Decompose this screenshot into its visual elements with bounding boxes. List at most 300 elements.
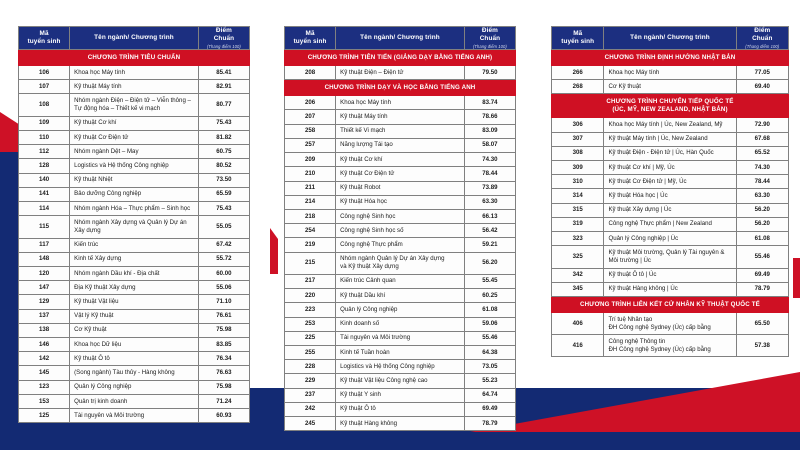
cell-benchmark-score: 57.38	[736, 335, 788, 357]
program-name-line1: Khoa học Máy tính	[608, 68, 660, 76]
cell-program-name	[70, 323, 199, 337]
program-name-line1: Công nghệ Thực phẩm	[340, 240, 403, 248]
cell-benchmark-score: 80.52	[198, 159, 249, 173]
section-banner-label: CHƯƠNG TRÌNH LIÊN KẾT CỬ NHÂN KỸ THUẬT QUỐC TẾ	[552, 297, 789, 313]
cell-program-name	[336, 181, 465, 195]
table-row	[19, 266, 250, 280]
cell-benchmark-score: 75.43	[198, 202, 249, 216]
cell-admission-code: 310	[552, 175, 604, 189]
header-cell-admission-code	[19, 27, 70, 50]
table-row	[19, 281, 250, 295]
program-name-line1: Kinh doanh số	[340, 320, 380, 328]
section-banner-row	[285, 80, 516, 96]
table-row	[19, 116, 250, 130]
table-row	[552, 132, 789, 146]
cell-program-name	[336, 331, 465, 345]
score-table	[551, 26, 789, 357]
cell-benchmark-score: 71.10	[198, 295, 249, 309]
cell-admission-code: 219	[285, 238, 336, 252]
program-name-line2: Tự động hóa – Thiết kế vi mạch	[74, 105, 161, 113]
program-name-line1: Địa Kỹ thuật Xây dựng	[74, 283, 136, 291]
cell-benchmark-score: 75.43	[198, 116, 249, 130]
cell-benchmark-score: 56.42	[464, 224, 515, 238]
cell-benchmark-score: 59.06	[464, 317, 515, 331]
program-name-line1: Nhóm ngành Dầu khí - Địa chất	[74, 269, 160, 277]
table-row	[285, 417, 516, 431]
cell-program-name	[336, 374, 465, 388]
table-row	[285, 360, 516, 374]
cell-benchmark-score: 80.77	[198, 94, 249, 116]
program-name-line1: Cơ Kỹ thuật	[608, 82, 641, 90]
program-name-line1: Công nghệ Sinh học	[340, 212, 396, 220]
program-name-line1: Kỹ thuật Robot	[340, 184, 381, 192]
cell-benchmark-score: 67.42	[198, 238, 249, 252]
program-name-line1: Kỹ thuật Hóa học	[340, 198, 387, 206]
cell-program-name	[336, 124, 465, 138]
cell-program-name	[70, 202, 199, 216]
table-row	[19, 173, 250, 187]
program-name-line1: Công nghệ Sinh học số	[340, 226, 404, 234]
cell-admission-code: 141	[19, 187, 70, 201]
cell-admission-code: 210	[285, 167, 336, 181]
cell-program-name	[70, 145, 199, 159]
program-name-line1: Kỹ thuật Cơ khí | Mỹ, Úc	[608, 163, 675, 171]
cell-program-name	[70, 281, 199, 295]
cell-benchmark-score: 79.50	[464, 66, 515, 80]
cell-admission-code: 258	[285, 124, 336, 138]
section-banner-row	[19, 50, 250, 66]
cell-benchmark-score: 76.63	[198, 366, 249, 380]
header-code-line1: Mã	[305, 30, 315, 38]
program-name-line1: Kiến trúc Cảnh quan	[340, 277, 396, 285]
cell-program-name	[70, 409, 199, 423]
cell-admission-code: 306	[552, 118, 604, 132]
cell-benchmark-score: 55.05	[198, 216, 249, 238]
table-row	[285, 289, 516, 303]
cell-benchmark-score: 71.24	[198, 394, 249, 408]
table-row	[285, 224, 516, 238]
cell-benchmark-score: 66.13	[464, 209, 515, 223]
cell-admission-code: 109	[19, 116, 70, 130]
cell-admission-code: 242	[285, 402, 336, 416]
table-row	[19, 252, 250, 266]
cell-program-name	[604, 161, 736, 175]
table-row	[285, 317, 516, 331]
cell-admission-code: 107	[19, 80, 70, 94]
header-score-line1: Điểm	[215, 27, 232, 34]
table-row	[285, 96, 516, 110]
table-row	[285, 138, 516, 152]
table-row	[19, 80, 250, 94]
cell-admission-code: 125	[19, 409, 70, 423]
cell-program-name	[70, 159, 199, 173]
cell-admission-code: 319	[552, 217, 604, 231]
cell-admission-code: 117	[19, 238, 70, 252]
cell-program-name	[70, 187, 199, 201]
cell-admission-code: 218	[285, 209, 336, 223]
table-row	[285, 402, 516, 416]
table-row	[19, 352, 250, 366]
program-name-line1: Logistics và Hệ thống Công nghiệp	[340, 362, 435, 370]
cell-benchmark-score: 55.06	[198, 281, 249, 295]
section-banner-label: CHƯƠNG TRÌNH DẠY VÀ HỌC BẰNG TIẾNG ANH	[285, 80, 516, 96]
cell-program-name	[604, 312, 736, 334]
cell-admission-code: 115	[19, 216, 70, 238]
cell-admission-code: 416	[552, 335, 604, 357]
cell-program-name	[336, 66, 465, 80]
cell-benchmark-score: 67.68	[736, 132, 788, 146]
cell-program-name	[336, 289, 465, 303]
header-score-scale-note: (Thang điểm 100)	[206, 44, 241, 49]
program-name-line1: Kỹ thuật Cơ Điện tử | Mỹ, Úc	[608, 177, 687, 185]
cell-program-name	[336, 360, 465, 374]
program-name-line1: Kỹ thuật Điện – Điện tử	[340, 68, 404, 76]
table-row	[552, 80, 789, 94]
table-row	[19, 238, 250, 252]
program-name-line1: Kỹ thuật Ô tô	[340, 405, 376, 413]
program-name-line1: Kỹ thuật Môi trường, Quản lý Tài nguyên &	[608, 248, 725, 256]
cell-benchmark-score: 63.30	[736, 189, 788, 203]
table-row	[285, 66, 516, 80]
score-table	[284, 26, 516, 431]
cell-admission-code: 254	[285, 224, 336, 238]
cell-benchmark-score: 55.72	[198, 252, 249, 266]
table-row	[19, 159, 250, 173]
header-cell-benchmark-score	[198, 27, 249, 50]
cell-admission-code: 406	[552, 312, 604, 334]
cell-program-name	[336, 153, 465, 167]
cell-benchmark-score: 73.05	[464, 360, 515, 374]
cell-benchmark-score: 76.34	[198, 352, 249, 366]
program-name-line1: Kỹ thuật Y sinh	[340, 391, 381, 399]
program-name-line1: Kỹ thuật Vật liệu Công nghệ cao	[340, 376, 428, 384]
table-row	[285, 388, 516, 402]
cell-admission-code: 308	[552, 146, 604, 160]
cell-admission-code: 110	[19, 130, 70, 144]
section-banner-line1: CHƯƠNG TRÌNH CHUYỂN TIẾP QUỐC TẾ	[606, 97, 734, 105]
cell-benchmark-score: 61.08	[736, 232, 788, 246]
cell-program-name	[70, 366, 199, 380]
table-header-row	[19, 27, 250, 50]
cell-program-name	[336, 238, 465, 252]
table-row	[552, 246, 789, 268]
cell-program-name	[604, 175, 736, 189]
table-row	[19, 380, 250, 394]
cell-program-name	[70, 238, 199, 252]
program-name-line1: Kỹ thuật Ô tô | Úc	[608, 271, 657, 279]
cell-benchmark-score: 65.50	[736, 312, 788, 334]
cell-admission-code: 229	[285, 374, 336, 388]
program-name-line1: Khoa học Máy tính | Úc, New Zealand, Mỹ	[608, 120, 723, 128]
cell-benchmark-score: 73.50	[198, 173, 249, 187]
program-name-line1: Kỹ thuật Vật liệu	[74, 297, 119, 305]
cell-benchmark-score: 78.79	[464, 417, 515, 431]
table-row	[285, 331, 516, 345]
cell-admission-code: 307	[552, 132, 604, 146]
cell-admission-code: 323	[552, 232, 604, 246]
cell-admission-code: 211	[285, 181, 336, 195]
cell-admission-code: 223	[285, 303, 336, 317]
cell-benchmark-score: 74.30	[736, 161, 788, 175]
cell-program-name	[70, 309, 199, 323]
cell-admission-code: 309	[552, 161, 604, 175]
program-name-line1: Kỹ thuật Máy tính	[340, 113, 388, 121]
cell-benchmark-score: 58.07	[464, 138, 515, 152]
cell-program-name	[336, 345, 465, 359]
table-row	[19, 338, 250, 352]
table-row	[552, 268, 789, 282]
header-cell-program-name: Tên ngành/ Chương trình	[336, 27, 465, 50]
header-cell-benchmark-score	[736, 27, 788, 50]
cell-program-name	[70, 394, 199, 408]
cell-program-name	[336, 417, 465, 431]
middle-red-sliver	[270, 228, 278, 274]
header-cell-admission-code	[285, 27, 336, 50]
cell-program-name	[336, 402, 465, 416]
program-name-line1: Kỹ thuật Cơ Điện tử	[74, 133, 129, 141]
cell-admission-code: 228	[285, 360, 336, 374]
header-code-line2: tuyển sinh	[293, 38, 327, 46]
cell-admission-code: 325	[552, 246, 604, 268]
cell-program-name	[336, 209, 465, 223]
cell-program-name	[336, 252, 465, 274]
table-row	[19, 409, 250, 423]
table-row	[19, 366, 250, 380]
cell-benchmark-score: 65.52	[736, 146, 788, 160]
table-row	[552, 118, 789, 132]
cell-program-name	[604, 335, 736, 357]
cell-admission-code: 145	[19, 366, 70, 380]
table-row	[552, 203, 789, 217]
program-name-line1: Công nghệ Thực phẩm | New Zealand	[608, 220, 712, 228]
table-row	[19, 187, 250, 201]
cell-program-name	[70, 352, 199, 366]
program-name-line2: ĐH Công nghệ Sydney (Úc) cấp bằng	[608, 345, 711, 353]
program-name-line1: Cơ Kỹ thuật	[74, 326, 107, 334]
table-row	[285, 303, 516, 317]
cell-admission-code: 215	[285, 252, 336, 274]
cell-benchmark-score: 69.49	[736, 268, 788, 282]
score-table	[18, 26, 250, 423]
table-row	[552, 282, 789, 296]
table-header-row	[552, 27, 789, 50]
program-name-line1: Kỹ thuật Máy tính | Úc, New Zealand	[608, 135, 708, 143]
cell-program-name	[604, 189, 736, 203]
header-score-scale-note: (Thang điểm 100)	[745, 44, 780, 49]
program-name-line1: Kinh tế Xây dựng	[74, 255, 122, 263]
cell-admission-code: 112	[19, 145, 70, 159]
cell-program-name	[604, 146, 736, 160]
program-name-line1: Kỹ thuật Hàng không | Úc	[608, 285, 678, 293]
cell-program-name	[604, 217, 736, 231]
header-cell-program-name: Tên ngành/ Chương trình	[604, 27, 736, 50]
cell-program-name	[336, 224, 465, 238]
cell-admission-code: 153	[19, 394, 70, 408]
cell-program-name	[604, 118, 736, 132]
table-row	[552, 312, 789, 334]
cell-admission-code: 148	[19, 252, 70, 266]
program-name-line1: Quản lý Công nghiệp	[340, 305, 398, 313]
table-row	[19, 66, 250, 80]
table-row	[552, 335, 789, 357]
cell-admission-code: 342	[552, 268, 604, 282]
cell-benchmark-score: 75.98	[198, 323, 249, 337]
cell-program-name	[604, 66, 736, 80]
cell-benchmark-score: 82.91	[198, 80, 249, 94]
cell-admission-code: 123	[19, 380, 70, 394]
program-name-line2: ĐH Công nghệ Sydney (Úc) cấp bằng	[608, 323, 711, 331]
cell-program-name	[604, 282, 736, 296]
program-name-line1: Khoa học Máy tính	[74, 68, 125, 76]
section-banner-label	[552, 94, 789, 118]
cell-program-name	[336, 96, 465, 110]
table-row	[552, 66, 789, 80]
table-row	[19, 216, 250, 238]
header-code-line2: tuyển sinh	[27, 38, 61, 46]
program-name-line1: Kinh tế Tuần hoàn	[340, 348, 390, 356]
program-name-line1: Nhóm ngành Hóa – Thực phẩm – Sinh học	[74, 204, 191, 212]
program-name-line1: Kỹ thuật Cơ khí	[340, 155, 383, 163]
cell-admission-code: 140	[19, 173, 70, 187]
cell-program-name	[336, 167, 465, 181]
table-row	[19, 94, 250, 116]
score-table-column-3	[551, 26, 789, 357]
table-row	[552, 175, 789, 189]
program-name-line1: Logistics và Hệ thống Công nghiệp	[74, 161, 169, 169]
cell-benchmark-score: 83.74	[464, 96, 515, 110]
cell-program-name	[336, 274, 465, 288]
table-row	[19, 202, 250, 216]
program-name-line1: Kỹ thuật Máy tính	[74, 82, 122, 90]
program-name-line1: Bảo dưỡng Công nghiệp	[74, 190, 142, 198]
cell-program-name	[604, 232, 736, 246]
cell-admission-code: 237	[285, 388, 336, 402]
program-name-line1: Tài nguyên và Môi trường	[340, 334, 411, 342]
program-name-line1: Nhóm ngành Xây dựng và Quản lý Dự án Xây dựng	[74, 218, 187, 234]
cell-benchmark-score: 60.00	[198, 266, 249, 280]
table-row	[19, 394, 250, 408]
section-banner-row	[552, 297, 789, 313]
cell-admission-code: 209	[285, 153, 336, 167]
cell-benchmark-score: 60.25	[464, 289, 515, 303]
header-score-line2: Chuẩn	[213, 35, 235, 42]
program-name-line1: Kiến trúc	[74, 241, 99, 249]
cell-benchmark-score: 73.89	[464, 181, 515, 195]
header-score-line1: Điểm	[754, 27, 771, 34]
cell-benchmark-score: 63.30	[464, 195, 515, 209]
cell-program-name	[604, 80, 736, 94]
cell-admission-code: 147	[19, 281, 70, 295]
table-row	[285, 167, 516, 181]
cell-admission-code: 146	[19, 338, 70, 352]
cell-benchmark-score: 78.79	[736, 282, 788, 296]
cell-admission-code: 207	[285, 110, 336, 124]
cell-admission-code: 257	[285, 138, 336, 152]
table-row	[285, 238, 516, 252]
program-name-line1: Trí tuệ Nhân tạo	[608, 315, 653, 323]
right-red-sliver	[793, 258, 800, 298]
cell-benchmark-score: 69.49	[464, 402, 515, 416]
table-row	[285, 110, 516, 124]
cell-admission-code: 255	[285, 345, 336, 359]
cell-admission-code: 137	[19, 309, 70, 323]
program-name-line1: Khoa học Dữ liệu	[74, 340, 122, 348]
cell-benchmark-score: 55.46	[736, 246, 788, 268]
header-score-scale-note: (Thang điểm 100)	[472, 44, 507, 49]
cell-program-name	[604, 203, 736, 217]
score-table-column-1	[18, 26, 250, 423]
program-name-line1: Năng lượng Tái tạo	[340, 141, 393, 149]
program-name-line1: (Song ngành) Tàu thủy - Hàng không	[74, 369, 175, 377]
table-row	[552, 161, 789, 175]
cell-program-name	[70, 94, 199, 116]
cell-program-name	[336, 317, 465, 331]
cell-program-name	[336, 388, 465, 402]
cell-benchmark-score: 60.75	[198, 145, 249, 159]
table-row	[552, 232, 789, 246]
program-name-line1: Thiết kế Vi mạch	[340, 127, 386, 135]
cell-benchmark-score: 72.90	[736, 118, 788, 132]
program-name-line1: Khoa học Máy tính	[340, 98, 391, 106]
table-row	[285, 374, 516, 388]
table-row	[19, 130, 250, 144]
program-name-line1: Kỹ thuật Nhiệt	[74, 176, 113, 184]
program-name-line1: Kỹ thuật Điện - Điện tử | Úc, Hàn Quốc	[608, 149, 714, 157]
cell-benchmark-score: 65.59	[198, 187, 249, 201]
cell-admission-code: 206	[285, 96, 336, 110]
cell-benchmark-score: 55.46	[464, 331, 515, 345]
cell-benchmark-score: 60.93	[198, 409, 249, 423]
program-name-line1: Kỹ thuật Cơ khí	[74, 119, 117, 127]
cell-admission-code: 114	[19, 202, 70, 216]
cell-benchmark-score: 77.05	[736, 66, 788, 80]
header-cell-benchmark-score	[464, 27, 515, 50]
cell-admission-code: 217	[285, 274, 336, 288]
header-score-line2: Chuẩn	[752, 35, 773, 42]
cell-benchmark-score: 59.21	[464, 238, 515, 252]
cell-admission-code: 208	[285, 66, 336, 80]
cell-benchmark-score: 83.09	[464, 124, 515, 138]
cell-admission-code: 345	[552, 282, 604, 296]
cell-admission-code: 138	[19, 323, 70, 337]
cell-admission-code: 120	[19, 266, 70, 280]
table-row	[19, 145, 250, 159]
cell-benchmark-score: 56.20	[736, 203, 788, 217]
cell-benchmark-score: 78.44	[736, 175, 788, 189]
cell-admission-code: 245	[285, 417, 336, 431]
cell-benchmark-score: 76.61	[198, 309, 249, 323]
section-banner-row	[552, 94, 789, 118]
header-code-line2: tuyển sinh	[561, 38, 595, 46]
cell-admission-code: 220	[285, 289, 336, 303]
program-name-line1: Quản trị kinh doanh	[74, 397, 128, 405]
cell-program-name	[336, 110, 465, 124]
cell-admission-code: 108	[19, 94, 70, 116]
section-banner-row	[552, 50, 789, 66]
cell-benchmark-score: 74.30	[464, 153, 515, 167]
cell-program-name	[70, 130, 199, 144]
cell-benchmark-score: 78.44	[464, 167, 515, 181]
program-name-line1: Kỹ thuật Hóa học | Úc	[608, 192, 668, 200]
header-code-line1: Mã	[573, 30, 583, 38]
cell-benchmark-score: 64.38	[464, 345, 515, 359]
program-name-line1: Nhóm ngành Điện – Điện tử – Viễn thông –	[74, 97, 191, 105]
table-row	[552, 189, 789, 203]
program-name-line1: Kỹ thuật Dầu khí	[340, 291, 386, 299]
cell-program-name	[70, 252, 199, 266]
table-row	[552, 217, 789, 231]
cell-admission-code: 142	[19, 352, 70, 366]
